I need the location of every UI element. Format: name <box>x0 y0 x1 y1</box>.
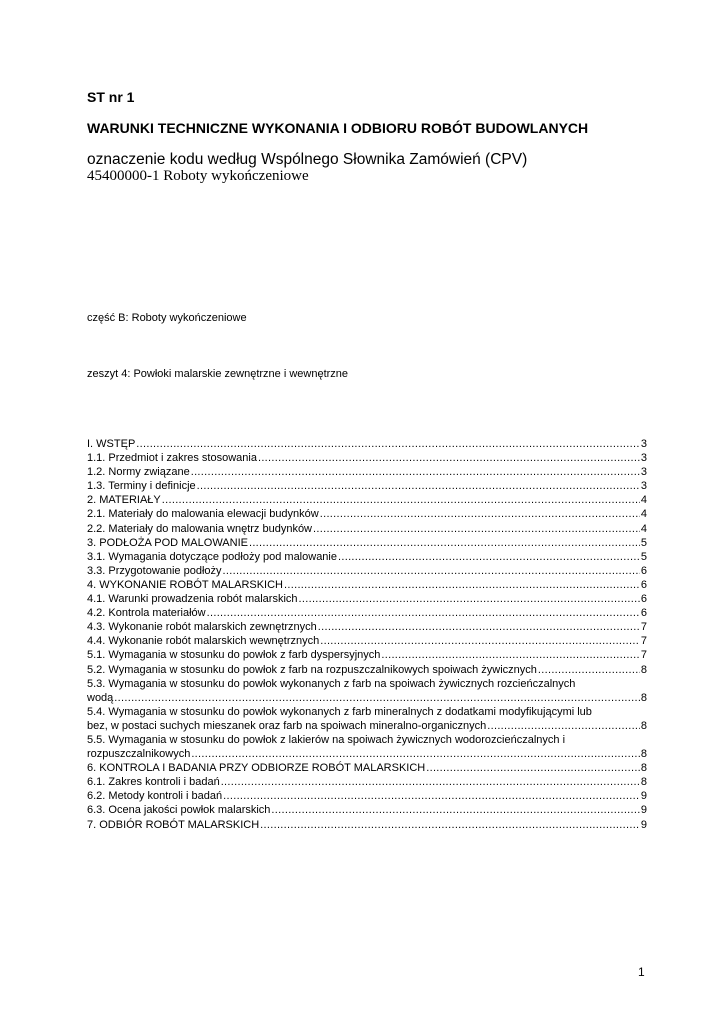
toc-entry-text: 4.4. Wykonanie robót malarskich wewnętrznych <box>87 635 320 648</box>
page-number: 1 <box>638 965 645 979</box>
toc-leader-dots <box>258 451 640 465</box>
toc-entry-text: 4.2. Kontrola materiałów <box>87 607 206 620</box>
toc-leader-dots <box>114 691 640 705</box>
toc-page-number: 4 <box>640 522 647 535</box>
toc-leader-dots <box>313 522 640 536</box>
toc-entry[interactable] <box>87 550 647 564</box>
toc-leader-dots <box>221 775 640 789</box>
toc-entry-text: 2.1. Materiały do malowania elewacji budynków <box>87 508 319 521</box>
toc-entry[interactable] <box>87 818 647 832</box>
toc-entry-text: 1.3. Terminy i definicje <box>87 480 196 493</box>
toc-entry-text-line1: 5.3. Wymagania w stosunku do powłok wykonanych z farb na spoiwach żywicznych rozcieńczalnych <box>87 677 576 690</box>
toc-entry-text: 3.1. Wymagania dotyczące podłoży pod malowanie <box>87 550 337 563</box>
toc-entry-text-line1: 5.5. Wymagania w stosunku do powłok z lakierów na spoiwach żywicznych wodorozcieńczalnych i <box>87 733 566 746</box>
toc-page-number: 8 <box>640 748 647 761</box>
toc-leader-dots <box>538 663 640 677</box>
toc-page-number: 5 <box>640 550 647 563</box>
toc-leader-dots <box>426 761 640 775</box>
toc-entry[interactable] <box>87 564 647 578</box>
toc-page-number: 7 <box>640 621 647 634</box>
toc-entry-text-line2: wodą <box>87 691 114 704</box>
toc-leader-dots <box>318 620 640 634</box>
toc-leader-dots <box>320 507 640 521</box>
document-title: WARUNKI TECHNICZNE WYKONANIA I ODBIORU ROBÓT BUDOWLANYCH <box>87 120 589 136</box>
toc-entry-text: 7. ODBIÓR ROBÓT MALARSKICH <box>87 818 260 831</box>
toc-leader-dots <box>284 578 640 592</box>
toc-entry-text: 6. KONTROLA I BADANIA PRZY ODBIORZE ROBÓT MALARSKICH <box>87 762 426 775</box>
toc-entry-text: 5.1. Wymagania w stosunku do powłok z farb dyspersyjnych <box>87 649 381 662</box>
toc-page-number: 3 <box>640 438 647 450</box>
toc-entry[interactable] <box>87 803 647 817</box>
toc-page-number: 3 <box>640 480 647 493</box>
toc-entry[interactable] <box>87 775 647 789</box>
toc-page-number: 3 <box>640 452 647 465</box>
toc-entry-text-line1: 5.4. Wymagania w stosunku do powłok wykonanych z farb mineralnych z dodatkami modyfikującymi lub <box>87 705 592 718</box>
toc-entry-text: 3. PODŁOŻA POD MALOWANIE <box>87 536 248 549</box>
toc-leader-dots <box>320 634 640 648</box>
cpv-label: oznaczenie kodu według Wspólnego Słownika Zamówień (CPV) <box>87 151 528 168</box>
toc-entry[interactable] <box>87 578 647 592</box>
toc-entry-text: 1.1. Przedmiot i zakres stosowania <box>87 452 257 465</box>
toc-entry[interactable] <box>87 705 647 733</box>
toc-leader-dots <box>162 493 640 507</box>
toc-page-number: 8 <box>640 762 647 775</box>
toc-page-number: 9 <box>640 818 647 831</box>
toc-entry[interactable] <box>87 437 647 451</box>
toc-leader-dots <box>249 536 640 550</box>
toc-leader-dots <box>223 564 640 578</box>
toc-entry[interactable] <box>87 536 647 550</box>
toc-entry[interactable] <box>87 789 647 803</box>
toc-entry[interactable] <box>87 465 647 479</box>
toc-entry[interactable] <box>87 522 647 536</box>
toc-entry[interactable] <box>87 733 647 761</box>
toc-entry[interactable] <box>87 606 647 620</box>
toc-entry[interactable] <box>87 648 647 662</box>
toc-page-number: 3 <box>640 466 647 479</box>
toc-leader-dots <box>197 479 640 493</box>
toc-leader-dots <box>487 719 640 733</box>
toc-entry-text: 2.2. Materiały do malowania wnętrz budynków <box>87 522 313 535</box>
toc-entry[interactable] <box>87 634 647 648</box>
toc-leader-dots <box>223 789 640 803</box>
toc-page-number: 4 <box>640 508 647 521</box>
toc-entry-text: I. WSTĘP <box>87 438 136 450</box>
toc-entry-text: 6.2. Metody kontroli i badań <box>87 790 223 803</box>
toc-leader-dots <box>260 818 640 832</box>
toc-page-number: 8 <box>640 691 647 704</box>
toc-entry-text-line2: rozpuszczalnikowych <box>87 748 191 761</box>
toc-leader-dots <box>191 747 640 761</box>
volume-label: zeszyt 4: Powłoki malarskie zewnętrzne i wewnętrzne <box>87 368 349 380</box>
toc-page-number: 9 <box>640 804 647 817</box>
toc-leader-dots <box>338 550 640 564</box>
spec-number: ST nr 1 <box>87 89 135 105</box>
toc-page-number: 8 <box>640 663 647 676</box>
toc-leader-dots <box>136 437 640 451</box>
toc-entry[interactable] <box>87 493 647 507</box>
toc-entry-text: 3.3. Przygotowanie podłoży <box>87 564 222 577</box>
toc-entry-text: 4. WYKONANIE ROBÓT MALARSKICH <box>87 578 284 591</box>
cpv-code: 45400000-1 Roboty wykończeniowe <box>87 168 309 184</box>
toc-entry[interactable] <box>87 663 647 677</box>
toc-entry-text: 6.3. Ocena jakości powłok malarskich <box>87 804 271 817</box>
toc-page-number: 7 <box>640 635 647 648</box>
toc-page-number: 6 <box>640 607 647 620</box>
toc-entry-text: 6.1. Zakres kontroli i badań <box>87 776 220 789</box>
toc-leader-dots <box>299 592 640 606</box>
toc-leader-dots <box>207 606 640 620</box>
toc-page-number: 6 <box>640 564 647 577</box>
toc-entry[interactable] <box>87 592 647 606</box>
toc-leader-dots <box>191 465 640 479</box>
toc-entry[interactable] <box>87 677 647 705</box>
toc-entry-text-line2: bez, w postaci suchych mieszanek oraz farb na spoiwach mineralno-organicznych <box>87 719 487 732</box>
toc-page-number: 6 <box>640 578 647 591</box>
toc-entry-text: 1.2. Normy związane <box>87 466 190 479</box>
toc-entry[interactable] <box>87 451 647 465</box>
toc-page-number: 9 <box>640 790 647 803</box>
toc-page-number: 8 <box>640 776 647 789</box>
toc-page-number: 5 <box>640 536 647 549</box>
table-of-contents <box>87 437 647 832</box>
toc-entry[interactable] <box>87 479 647 493</box>
toc-entry[interactable] <box>87 507 647 521</box>
toc-entry-text: 4.1. Warunki prowadzenia robót malarskich <box>87 593 298 606</box>
toc-page-number: 4 <box>640 494 647 507</box>
toc-entry[interactable] <box>87 620 647 634</box>
toc-page-number: 8 <box>640 719 647 732</box>
toc-entry[interactable] <box>87 761 647 775</box>
toc-leader-dots <box>381 648 640 662</box>
toc-entry-text: 2. MATERIAŁY <box>87 494 161 507</box>
toc-entry-text: 4.3. Wykonanie robót malarskich zewnętrznych <box>87 621 317 634</box>
toc-entry-text: 5.2. Wymagania w stosunku do powłok z farb na rozpuszczalnikowych spoiwach żywicznych <box>87 663 537 676</box>
toc-page-number: 6 <box>640 593 647 606</box>
part-label: część B: Roboty wykończeniowe <box>87 312 247 324</box>
toc-leader-dots <box>271 803 639 817</box>
toc-page-number: 7 <box>640 649 647 662</box>
